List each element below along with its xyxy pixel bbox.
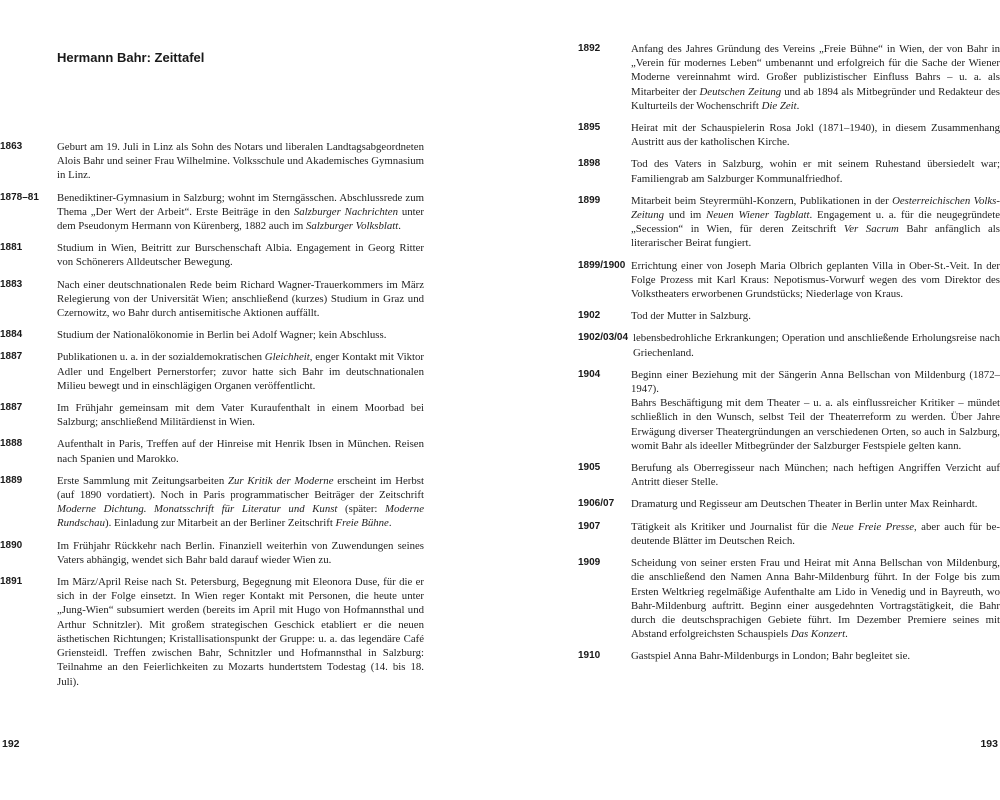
entry-year: 1902/03/04 — [578, 332, 629, 344]
text-run: . Engagement u. a. für die neugegründete „Secession“ in Wien, für deren Zeitschrift — [631, 209, 1000, 236]
italic-title: Neue Freie Presse — [831, 520, 914, 533]
italic-title: Das Konzert — [790, 628, 846, 641]
text-run: Im Frühjahr gemeinsam mit dem Vater Kuraufenthalt in einem Moorbad bei Salzburg; anschließend Militärdienst in Wien. — [57, 402, 424, 429]
entry-paragraph — [631, 259, 1000, 302]
entry-text — [57, 539, 424, 567]
timeline-left — [0, 140, 424, 697]
text-run: Studium der Nationalökonomie in Berlin bei Adolf Wagner; kein Abschluss. — [57, 329, 387, 342]
italic-title: Die Zeit — [761, 99, 797, 112]
timeline-entry — [0, 241, 424, 269]
timeline-entry — [578, 497, 1000, 511]
text-run: Mitarbeit beim Steyrermühl-Konzern, Publikationen in der — [631, 194, 893, 207]
entry-paragraph — [631, 42, 1000, 113]
entry-year: 1902 — [578, 310, 601, 322]
entry-text — [631, 649, 1000, 663]
entry-year: 1883 — [0, 278, 23, 290]
italic-title: Gleichheit — [264, 351, 310, 364]
entry-paragraph — [631, 556, 1000, 641]
text-run: Gastspiel Anna Bahr-Mildenburgs in London; Bahr begleitet sie. — [631, 650, 911, 663]
timeline-entry — [0, 350, 424, 393]
entry-paragraph — [631, 497, 1000, 511]
entry-text — [57, 575, 424, 689]
entry-year: 1884 — [0, 329, 23, 341]
italic-title: Freie Bühne — [335, 517, 389, 530]
entry-text — [57, 401, 424, 429]
entry-year: 1910 — [578, 650, 601, 662]
text-run: (später: — [337, 503, 386, 516]
timeline-entry — [0, 575, 424, 689]
entry-text — [57, 191, 424, 234]
text-run: unter dem Pseudonym Hermann von Kürenberg, 1882 auch im — [57, 205, 424, 233]
entry-year: 1905 — [578, 462, 601, 474]
entry-year: 1907 — [578, 520, 601, 532]
entry-text — [631, 520, 1000, 548]
right-page — [500, 0, 1000, 800]
text-run: Aufenthalt in Paris, Treffen auf der Hinreise mit Henrik Ibsen in München. Reisen nach Spanien und Marokko. — [57, 438, 424, 465]
timeline-entry — [578, 368, 1000, 453]
entry-text — [631, 259, 1000, 302]
page-number-left: 192 — [2, 738, 20, 750]
text-run: . — [398, 220, 401, 233]
text-run: Bahrs Beschäftigung mit dem Theater – u. a. als einflussreicher Kritiker – mündet schließlich in den Wunsch, selbst Teil der Theaterreform zu werden. Über Jahre Erwägung diverser Theatergründungen an verschiedenen Orten, so auch in Salzburg, womit Bahr als ideeller Mitbegründer der Salzburger Festspiele gelten kann. — [631, 397, 1000, 452]
italic-title: Deutschen Zeitung — [699, 85, 782, 98]
text-run: Dramaturg und Regisseur am Deutschen Theater in Berlin unter Max Reinhardt. — [631, 498, 978, 511]
timeline-entry — [578, 157, 1000, 185]
entry-year: 1906/07 — [578, 498, 615, 510]
entry-text — [57, 437, 424, 465]
entry-text — [631, 121, 1000, 149]
text-run: erscheint im Herbst (auf 1890 vordatiert). Noch in Paris programmatischer Beiträger der Zeitschrift — [57, 474, 424, 502]
entry-paragraph — [631, 520, 1000, 548]
entry-year: 1898 — [578, 158, 601, 170]
italic-title: Salzburger Nachrichten — [293, 205, 398, 218]
text-run: Im März/April Reise nach St. Petersburg, Begegnung mit Eleonora Duse, für die er sich in der Folge einsetzt. In Wien reger Kontakt mit Personen, die heute unter „Jung-Wien“ subsumiert werden (bereits im April mit Hugo von Hofmannsthal und Arthur Schnitzler). Mit großem strategischen Geschick etabliert er die neuen ästhetischen Richtungen; Kristallisationspunkt der Gruppe: u. a. das legendäre Café Griensteidl. Treffen zwischen Bahr, Schnitzler und Hofmannsthal in Salzburg: Teilnahme an den Feierlichkeiten zu Mozarts hundertstem Todestag (14. bis 18. Juli). — [57, 576, 424, 688]
italic-title: Salzburger Volksblatt — [305, 220, 399, 233]
timeline-entry — [0, 140, 424, 183]
entry-year: 1887 — [0, 351, 23, 363]
text-run: Erste Sammlung mit Zeitungsarbeiten — [57, 474, 229, 487]
entry-paragraph — [631, 649, 1000, 663]
timeline-entry — [0, 328, 424, 342]
text-run: und ab 1894 als Mitbegründer und Redakteur des Kulturteils der Wochenschrift — [631, 85, 1000, 112]
entry-year: 1878–81 — [0, 191, 39, 203]
text-run: ). Einladung zur Mitarbeit an der Berliner Zeitschrift — [104, 517, 336, 530]
timeline-entry — [0, 401, 424, 429]
timeline-entry — [0, 278, 424, 321]
text-run: Heirat mit der Schauspielerin Rosa Jokl (1871–1940), in diesem Zusammenhang Austritt aus der katholischen Kirche. — [631, 122, 1000, 149]
timeline-entry — [578, 331, 1000, 359]
text-run: , aber auch für bedeutende Blätter im Deutschen Reich. — [631, 520, 1000, 547]
entry-year: 1891 — [0, 576, 23, 588]
text-run: . — [796, 99, 800, 112]
text-run: Berufung als Oberregisseur nach München; nach heftigen Angriffen Verzicht auf Antritt dieser Stelle. — [631, 462, 1000, 489]
entry-paragraph — [631, 368, 1000, 396]
entry-text — [631, 157, 1000, 185]
timeline-entry — [0, 437, 424, 465]
italic-title: Ver Sacrum — [843, 223, 899, 236]
timeline-entry — [578, 42, 1000, 113]
text-run: Publikationen u. a. in der sozialdemokratischen — [57, 351, 265, 364]
text-run: Anfang des Jahres Gründung des Vereins „Freie Bühne“ in Wien, der von Bahr in „Verein für modernes Leben“ umbenannt und erfolgreich für die Sache der Wiener Moderne vereinnahmt wird. Großer publizistischer Einfluss Bahrs – u. a. als Mitarbeiter der — [631, 43, 1000, 98]
timeline-entry — [578, 556, 1000, 641]
text-run: Errichtung einer von Joseph Maria Olbrich geplanten Villa in Ober-St.-Veit. In der Folge Prozess mit Karl Kraus: Nepotismus-Vorwurf wegen des vom Direktor des Volkstheaters erworbenen Grundstücks; Niederlage von Kraus. — [631, 259, 1000, 301]
entry-paragraph — [631, 157, 1000, 185]
entry-year: 1892 — [578, 43, 601, 54]
text-run: lebensbedrohliche Erkrankungen; Operation und anschließende Erholungsreise nach Griechenland. — [633, 332, 1000, 359]
entry-year: 1904 — [578, 368, 601, 380]
timeline-entry — [578, 121, 1000, 149]
timeline-entry — [578, 259, 1000, 302]
text-run: . — [845, 628, 848, 641]
entry-year: 1899 — [578, 194, 601, 206]
text-run: , enger Kontakt mit Viktor Adler und Engelbert Pernerstorfer; zuvor hatte sich Bahr im deutschnationalen Milieu bewegt und in einschlägigen Organen veröffentlicht. — [57, 351, 424, 392]
entry-year: 1888 — [0, 438, 23, 450]
entry-text — [57, 140, 424, 183]
entry-text — [631, 309, 1000, 323]
timeline-entry — [578, 309, 1000, 323]
italic-title: Moderne Dichtung. Monatsschrift für Literatur und Kunst — [57, 503, 338, 516]
text-run: Tätigkeit als Kritiker und Journalist für die — [631, 520, 832, 533]
entry-year: 1909 — [578, 557, 601, 569]
entry-text — [57, 241, 424, 269]
entry-year: 1889 — [0, 474, 23, 486]
entry-paragraph — [631, 396, 1000, 453]
entry-paragraph — [631, 121, 1000, 149]
text-run: Geburt am 19. Juli in Linz als Sohn des Notars und liberalen Landtagsabgeordneten Alois Bahr und seiner Frau Wilhelmine. Volksschule und Akademisches Gymnasium in Linz. — [57, 141, 424, 182]
entry-text — [631, 194, 1000, 251]
timeline-entry — [578, 520, 1000, 548]
text-run: Im Frühjahr Rückkehr nach Berlin. Finanziell weiterhin von Zuwendungen seines Vaters abhängig, wendet sich Bahr bald darauf wieder Wien zu. — [57, 539, 424, 566]
timeline-entry — [0, 474, 424, 531]
page-title: Hermann Bahr: Zeittafel — [57, 50, 205, 65]
timeline-entry — [0, 539, 424, 567]
entry-paragraph — [631, 461, 1000, 489]
entry-paragraph — [631, 309, 1000, 323]
entry-text — [631, 556, 1000, 641]
italic-title: Zur Kritik der Moderne — [228, 474, 334, 487]
entry-text — [631, 42, 1000, 113]
page-number-right: 193 — [980, 738, 998, 750]
text-run: Tod des Vaters in Salzburg, wohin er mit seinem Ruhestand übersiedelt war; Familiengrab am Salzburger Kommunalfriedhof. — [631, 158, 1000, 185]
entry-text — [57, 350, 424, 393]
timeline-entry — [578, 649, 1000, 663]
italic-title: Moderne Rundschau — [57, 503, 424, 530]
text-run: Nach einer deutschnationalen Rede beim Richard Wagner-Trauerkommers im März Relegierung von der Universität Wien; anschließend (kurzes) Studium in Graz und Czernowitz, wo Bahr durch antisemitische Aktionen auffällt. — [57, 278, 424, 320]
entry-text — [631, 497, 1000, 511]
text-run: . — [388, 517, 392, 530]
text-run: Tod der Mutter in Salzburg. — [631, 310, 751, 323]
timeline-entry — [0, 191, 424, 234]
text-run: Bahr anfänglich als literarischer Beirat fungiert. — [631, 223, 1000, 250]
entry-text — [57, 328, 424, 342]
timeline-right — [578, 42, 1000, 672]
timeline-entry — [578, 194, 1000, 251]
entry-year: 1863 — [0, 141, 23, 152]
entry-text — [633, 331, 1000, 359]
entry-text — [631, 368, 1000, 453]
text-run: Studium in Wien, Beitritt zur Burschenschaft Albia. Engagement in Georg Ritter von Schönerers Alldeutscher Bewegung. — [57, 242, 424, 269]
entry-year: 1887 — [0, 402, 23, 414]
entry-year: 1895 — [578, 122, 601, 134]
text-run: Scheidung von seiner ersten Frau und Heirat mit Anna Bellschan von Mildenburg, die anschließend den Namen Anna Bahr-Mildenburg führt. In der Folge bis zum Ersten Weltkrieg regelmäßige Aufenthalte am Lido in Venedig und in Bayreuth, wo Bahr-Mildenburg auftritt. Beginn einer ausgedehnten Vortragstätigkeit, die Bahr durch die deutschsprachigen Gebiete führt. Im Dezember Premiere seines mit Abstand erfolgreichsten Schauspiels — [631, 557, 1000, 641]
entry-year: 1890 — [0, 539, 23, 551]
entry-paragraph — [631, 194, 1000, 251]
text-run: Beginn einer Beziehung mit der Sängerin Anna Bellschan von Mildenburg (1872–1947). — [631, 368, 1000, 396]
entry-year: 1899/1900 — [578, 259, 626, 271]
entry-year: 1881 — [0, 242, 23, 254]
entry-paragraph — [633, 331, 1000, 359]
entry-text — [57, 278, 424, 321]
entry-text — [631, 461, 1000, 489]
text-run: Benediktiner-Gymnasium in Salzburg; wohnt im Sterngässchen. Abschlussrede zum Thema „Der Wert der Arbeit“. Erste Beiträge in den — [57, 191, 424, 218]
text-run: und im — [664, 209, 707, 222]
italic-title: Neuen Wiener Tagblatt — [706, 209, 810, 222]
timeline-entry — [578, 461, 1000, 489]
entry-text — [57, 474, 424, 531]
italic-title: Oesterreichischen Volks-Zeitung — [631, 194, 1000, 222]
